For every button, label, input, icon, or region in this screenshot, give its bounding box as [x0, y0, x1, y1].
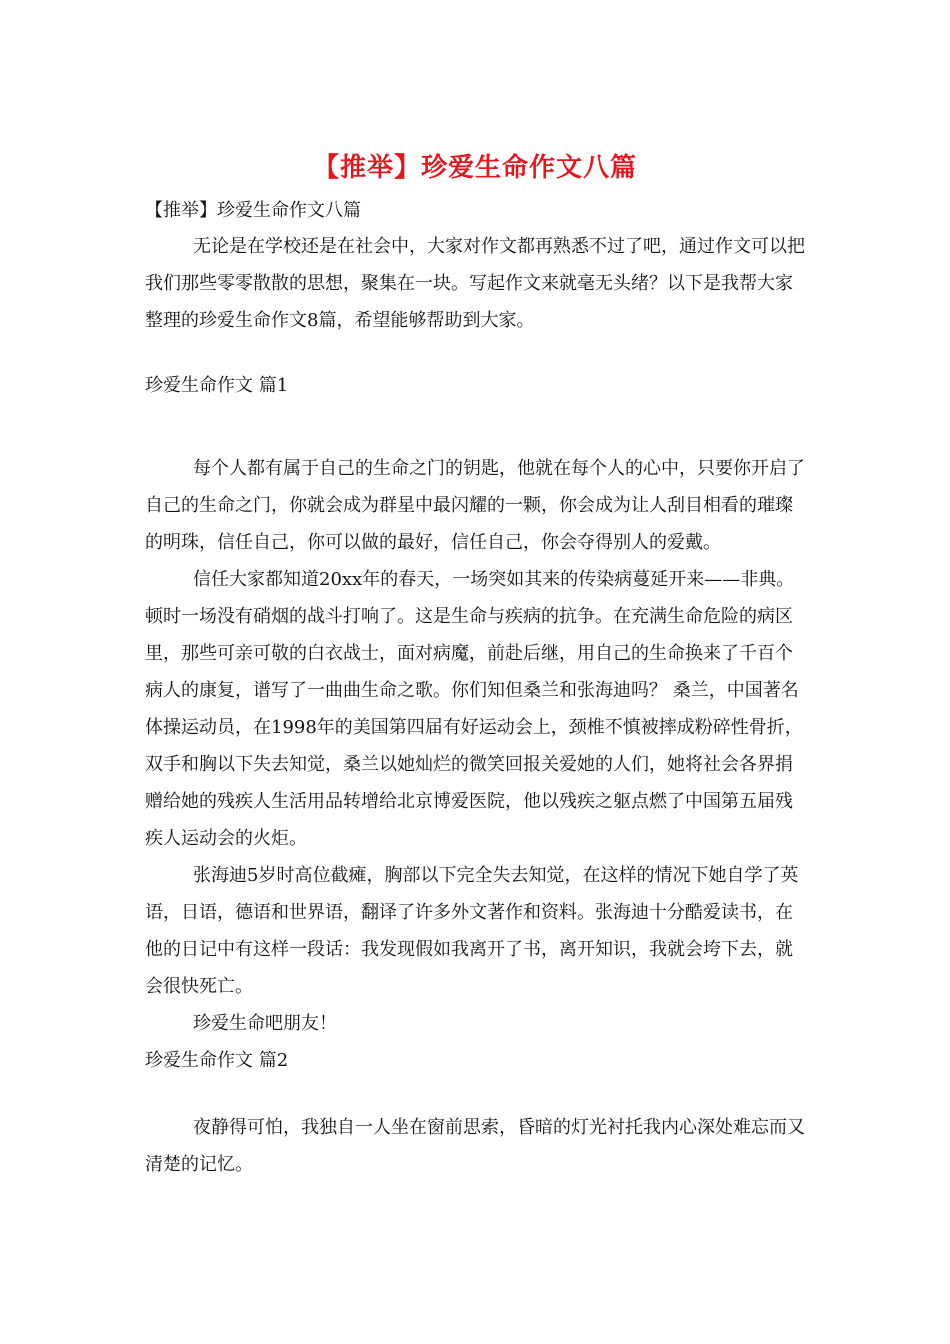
- document-subtitle: 【推举】珍爱生命作文八篇: [145, 200, 361, 221]
- essay1-paragraph-4: 珍爱生命吧朋友！: [193, 1013, 337, 1034]
- essay1-paragraph-3: 张海迪5岁时高位截瘫，胸部以下完全失去知觉，在这样的情况下她自学了英语，日语，德语和世界语，翻译了许多外文著作和资料。张海迪十分酷爱读书，在他的日记中有这样一段话：我发现假如我离开了书，离开知识，我就会垮下去，就会很快死亡。: [145, 865, 799, 997]
- document-title: 【推举】珍爱生命作文八篇: [312, 153, 637, 183]
- essay1-paragraph-1: 每个人都有属于自己的生命之门的钥匙，他就在每个人的心中，只要你开启了自己的生命之门，你就会成为群星中最闪耀的一颗，你会成为让人刮目相看的璀璨的明珠，信任自己，你可以做的最好，信任自己，你会夺得别人的爱戴。: [145, 458, 805, 553]
- document-body: [145, 196, 810, 1183]
- essay2-heading: 珍爱生命作文 篇2: [145, 1050, 289, 1071]
- essay1-heading: 珍爱生命作文 篇1: [145, 375, 289, 396]
- intro-paragraph: 无论是在学校还是在社会中，大家对作文都再熟悉不过了吧，通过作文可以把我们那些零零散散的思想，聚集在一块。写起作文来就毫无头绪？以下是我帮大家整理的珍爱生命作文8篇，希望能够帮助到大家。: [145, 236, 805, 331]
- essay1-paragraph-2: 信任大家都知道20xx年的春天，一场突如其来的传染病蔓延开来——非典。顿时一场没有硝烟的战斗打响了。这是生命与疾病的抗争。在充满生命危险的病区里，那些可亲可敬的白衣战士，面对病魔，前赴后继，用自己的生命换来了千百个病人的康复，谱写了一曲曲生命之歌。你们知但桑兰和张海迪吗？ 桑兰，中国著名体操运动员，在1998年的美国第四届有好运动会上，颈椎不慎被摔成粉碎性骨折，双手和胸以下失去知觉，桑兰以她灿烂的微笑回报关爱她的人们，她将社会各界捐赠给她的残疾人生活用品转增给北京博爱医院，他以残疾之躯点燃了中国第五届残疾人运动会的火炬。: [145, 569, 803, 849]
- essay2-paragraph-1: 夜静得可怕，我独自一人坐在窗前思索，昏暗的灯光衬托我内心深处难忘而又清楚的记忆。: [145, 1117, 805, 1175]
